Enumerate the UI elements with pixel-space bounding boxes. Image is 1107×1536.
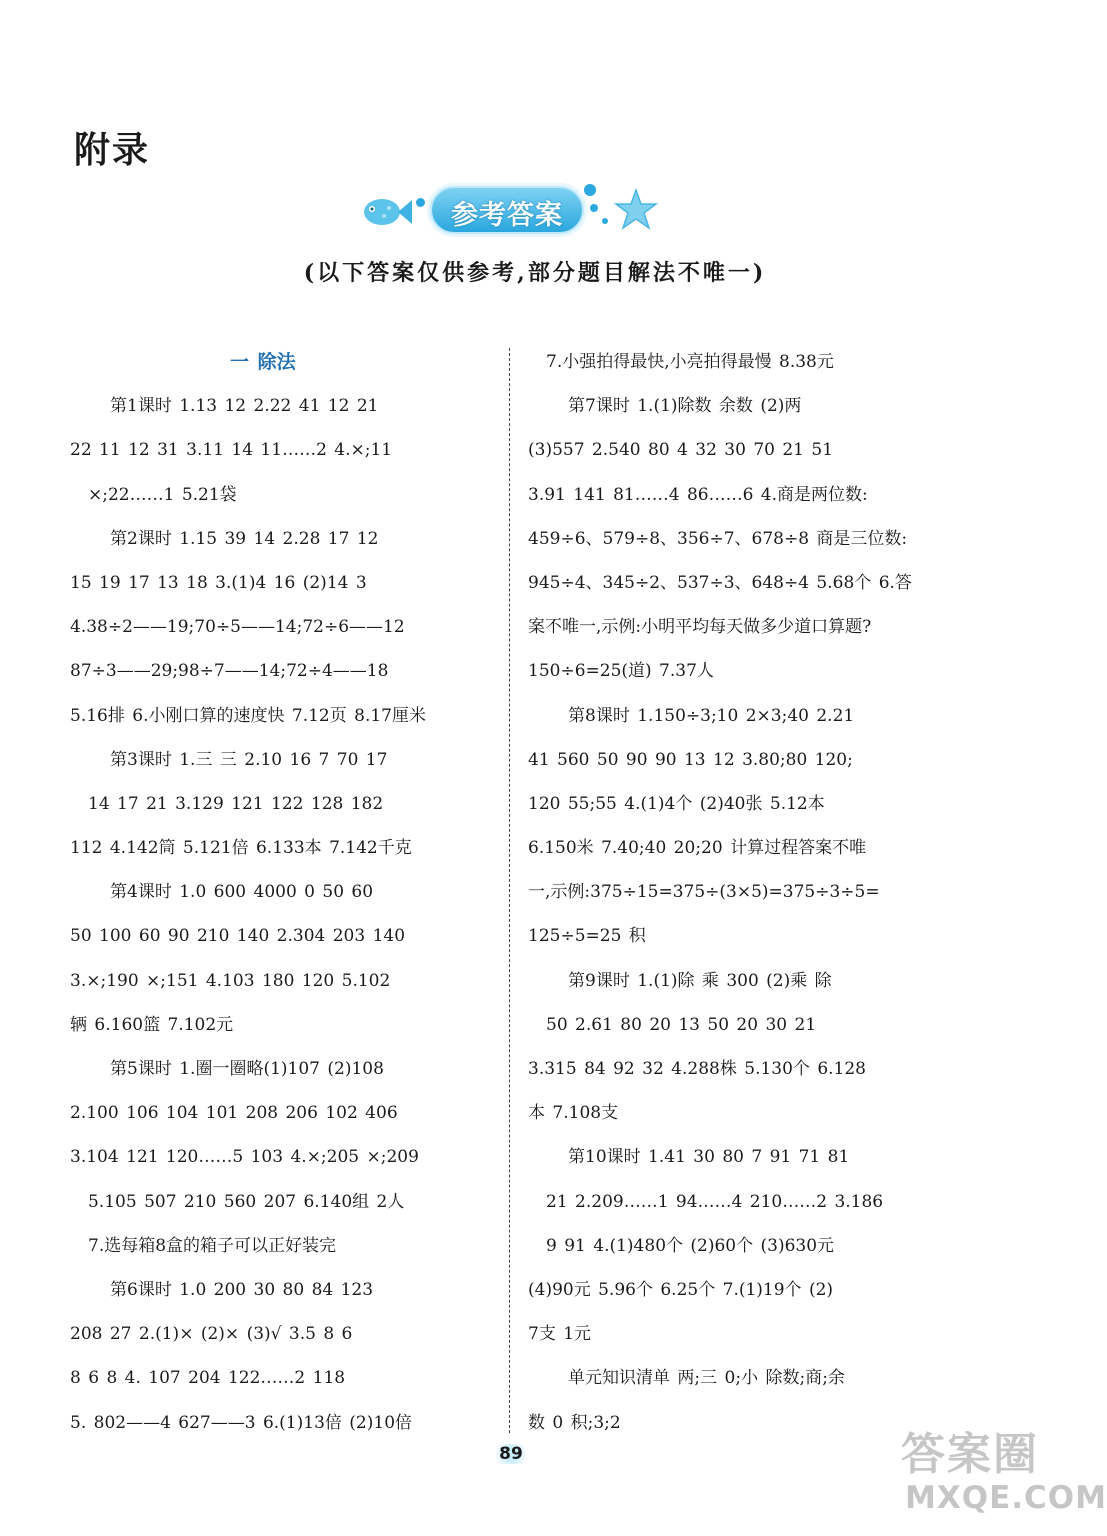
answer-line: 120 55;55 4.(1)4个 (2)40张 5.12本 [528, 793, 825, 814]
answer-line: 945÷4、345÷2、537÷3、648÷4 5.68个 6.答 [528, 572, 912, 593]
starfish-icon [614, 188, 658, 232]
answer-line: 50 100 60 90 210 140 2.304 203 140 [70, 926, 406, 947]
column-divider [509, 348, 510, 1433]
answer-line: 第1课时 1.13 12 2.22 41 12 21 [110, 396, 379, 417]
answer-line: 8 6 8 4. 107 204 122……2 118 [70, 1368, 346, 1389]
answer-line: 150÷6=25(道) 7.37人 [528, 661, 714, 682]
answer-line: 第3课时 1.三 三 2.10 16 7 70 17 [110, 749, 388, 770]
answer-line: 辆 6.160篮 7.102元 [70, 1014, 234, 1035]
answer-line: 5.105 507 210 560 207 6.140组 2人 [88, 1191, 405, 1212]
answer-line: 14 17 21 3.129 121 122 128 182 [88, 793, 384, 814]
answer-line: 本 7.108支 [528, 1103, 619, 1124]
answer-line: 3.×;190 ×;151 4.103 180 120 5.102 [70, 970, 391, 991]
answer-line: (3)557 2.540 80 4 32 30 70 21 51 [528, 440, 834, 461]
answer-line: 7支 1元 [528, 1324, 592, 1345]
answer-line: 21 2.209……1 94……4 210……2 3.186 [546, 1191, 884, 1212]
watermark-logo [895, 1418, 1107, 1526]
answer-line: 3.91 141 81……4 86……6 4.商是两位数: [528, 484, 868, 505]
answer-line: 一,示例:375÷15=375÷(3×5)=375÷3÷5= [528, 882, 880, 903]
answer-line: 第2课时 1.15 39 14 2.28 17 12 [110, 528, 379, 549]
answer-line: 208 27 2.(1)× (2)× (3)√ 3.5 8 6 [70, 1324, 353, 1345]
answer-line: ×;22……1 5.21袋 [88, 484, 237, 505]
chapter-heading: 一 除法 [230, 351, 296, 373]
right-column [528, 340, 948, 1445]
watermark-url: MXQE.COM [905, 1480, 1107, 1516]
answer-line: 第9课时 1.(1)除 乘 300 (2)乘 除 [568, 970, 832, 991]
answer-line: 5.16排 6.小刚口算的速度快 7.12页 8.17厘米 [70, 705, 426, 726]
answer-line: 459÷6、579÷8、356÷7、678÷8 商是三位数: [528, 528, 908, 549]
subtitle: (以下答案仅供参考,部分题目解法不唯一) [303, 260, 767, 286]
answer-line: 2.100 106 104 101 208 206 102 406 [70, 1103, 398, 1124]
answer-line: 案不唯一,示例:小明平均每天做多少道口算题? [528, 617, 872, 638]
answer-line: (4)90元 5.96个 6.25个 7.(1)19个 (2) [528, 1279, 834, 1300]
banner-label: 参考答案 [451, 200, 563, 231]
answer-line: 15 19 17 13 18 3.(1)4 16 (2)14 3 [70, 572, 367, 593]
answer-line: 3.104 121 120……5 103 4.×;205 ×;209 [70, 1147, 419, 1168]
answer-line: 50 2.61 80 20 13 50 20 30 21 [546, 1014, 817, 1035]
answer-line: 3.315 84 92 32 4.288株 5.130个 6.128 [528, 1059, 866, 1079]
answer-line: 125÷5=25 积 [528, 926, 646, 947]
left-column [70, 340, 490, 1445]
fish-icon [358, 194, 414, 230]
appendix-title: 附录 [74, 130, 151, 171]
bubble-icon [416, 198, 425, 207]
answer-line: 第8课时 1.150÷3;10 2×3;40 2.21 [568, 705, 855, 726]
bubble-icon [584, 184, 596, 196]
answer-line: 22 11 12 31 3.11 14 11……2 4.×;11 [70, 440, 393, 461]
watermark-text: 答案圈 [901, 1429, 1039, 1480]
answer-line: 4.38÷2——19;70÷5——14;72÷6——12 [70, 617, 405, 638]
answer-line: 5. 802——4 627——3 6.(1)13倍 (2)10倍 [70, 1412, 413, 1433]
answer-line: 第6课时 1.0 200 30 80 84 123 [110, 1279, 374, 1300]
answer-line: 7.小强拍得最快,小亮拍得最慢 8.38元 [546, 352, 834, 372]
answer-line: 7.选每箱8盒的箱子可以正好装完 [88, 1235, 337, 1256]
answer-line: 112 4.142筒 5.121倍 6.133本 7.142千克 [70, 838, 412, 859]
answer-banner [358, 180, 658, 244]
answer-line: 第10课时 1.41 30 80 7 91 71 81 [568, 1147, 850, 1168]
answer-line: 第5课时 1.圈一圈略(1)107 (2)108 [110, 1059, 384, 1079]
answer-line: 第7课时 1.(1)除数 余数 (2)两 [568, 396, 802, 417]
answer-line: 单元知识清单 两;三 0;小 除数;商;余 [568, 1368, 845, 1389]
answer-line: 41 560 50 90 90 13 12 3.80;80 120; [528, 749, 853, 770]
banner-pill [430, 186, 584, 234]
answer-line: 第4课时 1.0 600 4000 0 50 60 [110, 882, 374, 903]
answer-line: 87÷3——29;98÷7——14;72÷4——18 [70, 661, 389, 682]
answer-line: 9 91 4.(1)480个 (2)60个 (3)630元 [546, 1235, 835, 1256]
page-number: 89 [491, 1444, 531, 1464]
bubble-icon [590, 204, 598, 212]
answer-line: 6.150米 7.40;40 20;20 计算过程答案不唯 [528, 838, 867, 859]
answer-line: 数 0 积;3;2 [528, 1412, 621, 1433]
bubble-icon [602, 218, 608, 224]
